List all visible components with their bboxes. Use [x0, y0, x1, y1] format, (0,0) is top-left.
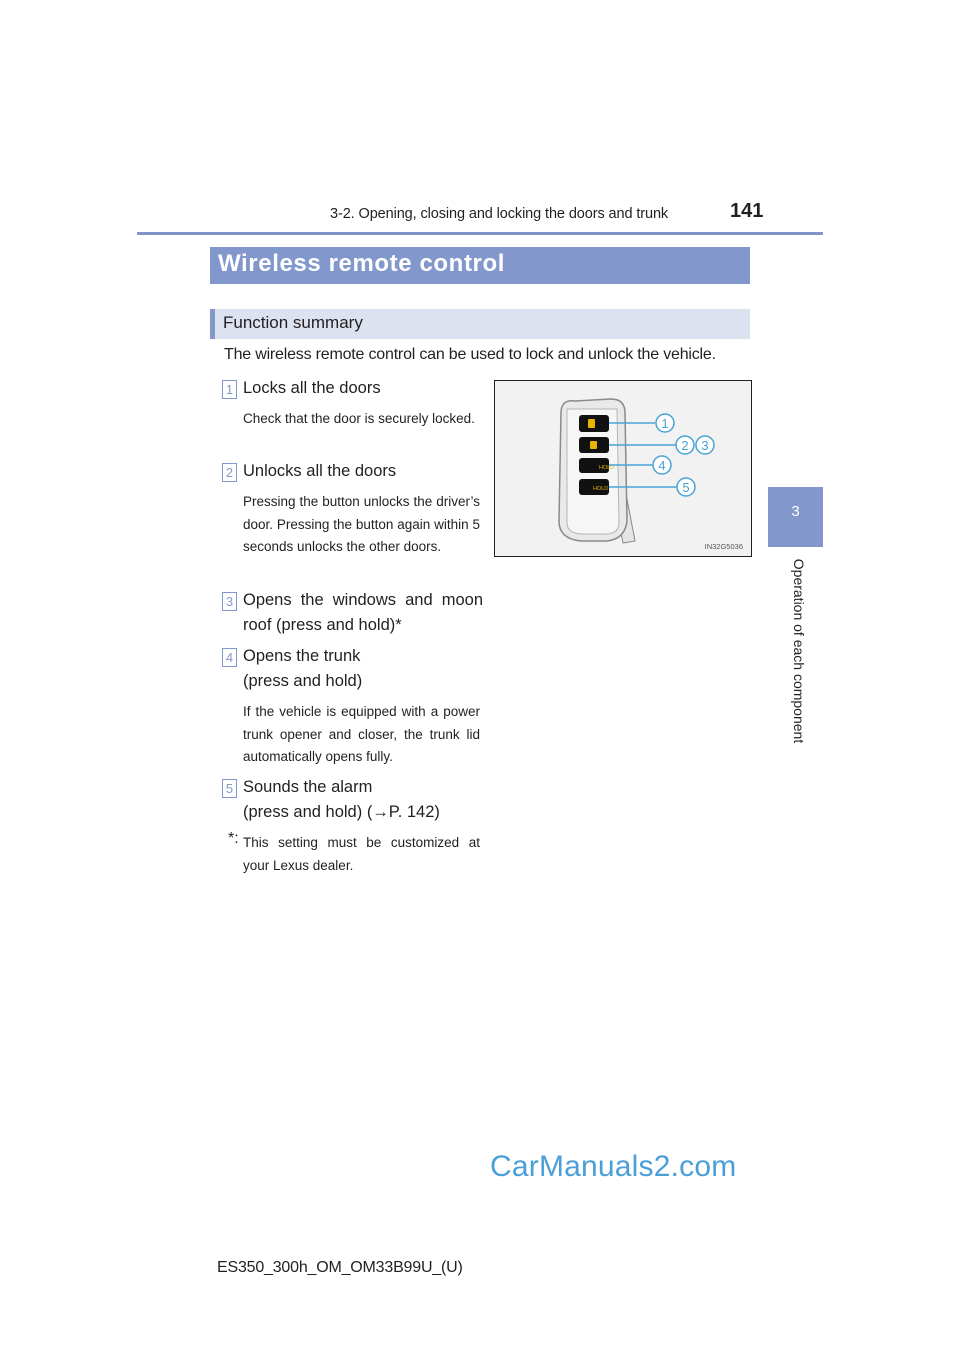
chapter-number: 3	[791, 503, 800, 520]
watermark: CarManuals2.com	[490, 1150, 737, 1183]
item-description: If the vehicle is equipped with a power trunk opener and closer, the trunk lid automatically opens fully.	[243, 704, 480, 764]
item-title-line: roof (press and hold)*	[243, 616, 402, 634]
item-number: 5	[222, 779, 237, 798]
document-id: ES350_300h_OM_OM33B99U_(U)	[217, 1259, 463, 1276]
chapter-tab	[768, 487, 823, 547]
item-title-line: Opens the trunk	[243, 647, 361, 665]
callout-2: 2	[681, 438, 689, 453]
item-number: 3	[222, 592, 237, 611]
item-number: 2	[222, 463, 237, 482]
intro-text: The wireless remote control can be used to lock and unlock the vehicle.	[224, 346, 716, 363]
item-description: Pressing the button unlocks the driver’s door. Pressing the button again within 5 seconds unlocks the other doors.	[243, 494, 480, 554]
trunk-hold-label: HOLD	[599, 465, 615, 471]
item-title-line: (press and hold) (→P. 142)	[243, 803, 440, 821]
callout-3: 3	[701, 438, 709, 453]
key-fob-figure	[494, 380, 752, 557]
header-rule	[137, 232, 823, 235]
footnote-mark: *:	[228, 830, 239, 847]
subsection-bar	[210, 309, 215, 339]
item-title: Locks all the doors	[243, 379, 381, 397]
callout-5: 5	[682, 480, 690, 495]
item-number: 4	[222, 648, 237, 667]
page-number: 141	[730, 200, 764, 222]
footnote-text: This setting must be customized at your Lexus dealer.	[243, 835, 480, 873]
alarm-hold-label: HOLD	[593, 486, 609, 492]
item-title-line: Opens the windows and moon	[243, 591, 483, 609]
section-title: Wireless remote control	[210, 247, 750, 284]
figure-code: IN32G5036	[704, 542, 743, 551]
callout-4: 4	[658, 458, 666, 473]
item-title: Unlocks all the doors	[243, 462, 397, 480]
key-fob-illustration	[495, 381, 751, 556]
subsection-heading: Function summary	[210, 309, 750, 339]
callout-1: 1	[661, 416, 669, 431]
chapter-label: Operation of each component	[791, 558, 807, 744]
running-header: 3-2. Opening, closing and locking the doors and trunk	[330, 206, 669, 222]
item-description: Check that the door is securely locked.	[243, 411, 475, 426]
item-number: 1	[222, 380, 237, 399]
item-title-line: Sounds the alarm	[243, 778, 373, 796]
item-title-line: (press and hold)	[243, 672, 363, 690]
